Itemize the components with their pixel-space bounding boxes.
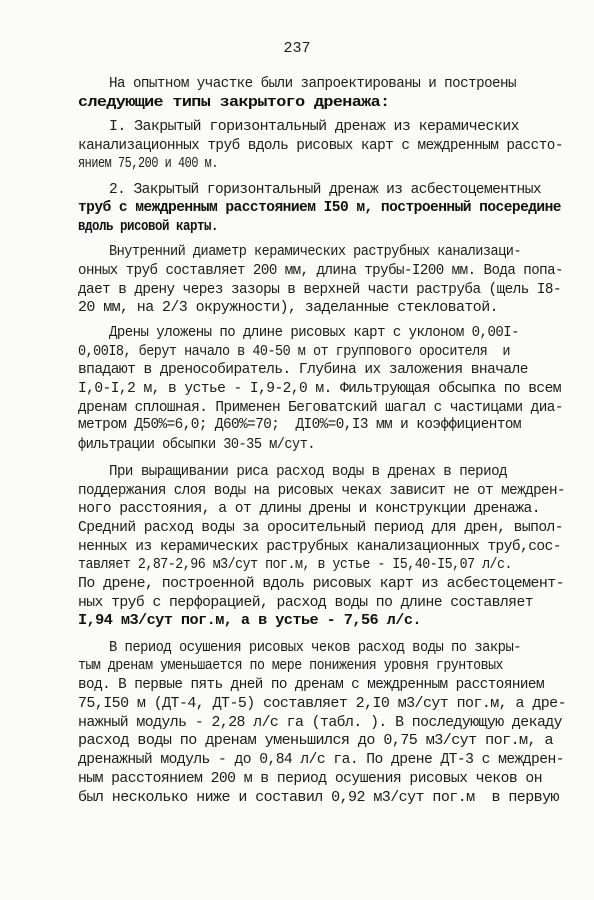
text-line: расход воды по дренам уменьшился до 0,75 м3/сут пог.м, а (78, 733, 553, 749)
text-line: поддержания слоя воды на рисовых чеках зависит не от междрен- (78, 483, 566, 499)
text-line: вдоль рисовой карты. (78, 219, 218, 235)
text-line: Дрены уложены по длине рисовых карт с уклоном 0,00I- (109, 325, 519, 341)
text-line: 0,00I8, берут начало в 40-50 м от группового оросителя и (78, 344, 511, 360)
text-line: 75,I50 м (ДТ-4, ДТ-5) составляет 2,I0 м3/сут пог.м, а дре- (78, 696, 566, 712)
text-line: По дрене, построенной вдоль рисовых карт из асбестоцемент- (78, 576, 564, 592)
text-line: нажный модуль - 2,28 л/с га (табл. ). В последующую декаду (78, 715, 562, 731)
text-line: канализационных труб вдоль рисовых карт с междренным рассто- (78, 138, 563, 154)
text-line: янием 75,200 и 400 м. (78, 156, 219, 172)
text-line: При выращивании риса расход воды в дренах в период (109, 464, 507, 480)
text-line: метром Д50%=6,0; Д60%=70; ДI0%=0,I3 мм и коэффициентом (78, 417, 521, 433)
text-line: вод. В первые пять дней по дренам с междренным расстоянием (78, 677, 545, 693)
text-line: 2. Закрытый горизонтальный дренаж из асбестоцементных (109, 182, 542, 198)
text-line: ного расстояния, а от длины дрены и конструкции дренажа. (78, 501, 540, 517)
text-line: I,94 м3/сут пог.м, а в устье - 7,56 л/с. (78, 613, 421, 629)
text-line: онных труб составляет 200 мм, длина трубы-I200 мм. Вода попа- (78, 263, 564, 279)
text-line: дренам сплошная. Применен Беговатский шагал с частицами диа- (78, 400, 563, 416)
text-line: ных труб с перфорацией, расход воды по длине составляет (78, 595, 534, 611)
text-line: дает в дрену через зазоры в верхней части раструба (щель I8- (78, 282, 562, 298)
text-line: был несколько ниже и составил 0,92 м3/сут пог.м в первую (78, 790, 559, 806)
text-line: I,0-I,2 м, в устье - I,9-2,0 м. Фильтрующая обсыпка по всем (78, 381, 562, 397)
text-line: ненных из керамических раструбных канализационных труб,сос- (78, 539, 562, 555)
text-line: Средний расход воды за оросительный период для дрен, выпол- (78, 520, 563, 536)
text-line: следующие типы закрытого дренажа: (78, 95, 390, 111)
text-line: ным расстоянием 200 м в период осушения рисовых чеков он (78, 771, 543, 787)
text-line: впадают в дренособиратель. Глубина их заложения вначале (78, 362, 528, 378)
text-line: дренажный модуль - до 0,84 л/с га. По дрене ДТ-3 с междрен- (78, 752, 565, 768)
text-line: тавляет 2,87-2,96 м3/сут пог.м, в устье - I5,40-I5,07 л/с. (78, 557, 513, 573)
page-number: 237 (283, 40, 311, 57)
text-line: Внутренний диаметр керамических раструбных канализаци- (109, 244, 522, 260)
text-line: На опытном участке были запроектированы и построены (109, 76, 516, 92)
text-line: 20 мм, на 2/3 окружности), заделанные стекловатой. (78, 300, 498, 316)
text-line: тым дренам уменьшается по мере понижения уровня грунтовых (78, 658, 503, 674)
text-line: труб с междренным расстоянием I50 м, построенный посередине (78, 200, 562, 216)
text-line: В период осушения рисовых чеков расход воды по закры- (109, 640, 522, 656)
text-line: фильтрации обсыпки 30-35 м/сут. (78, 437, 315, 453)
text-line: I. Закрытый горизонтальный дренаж из керамических (109, 119, 519, 135)
